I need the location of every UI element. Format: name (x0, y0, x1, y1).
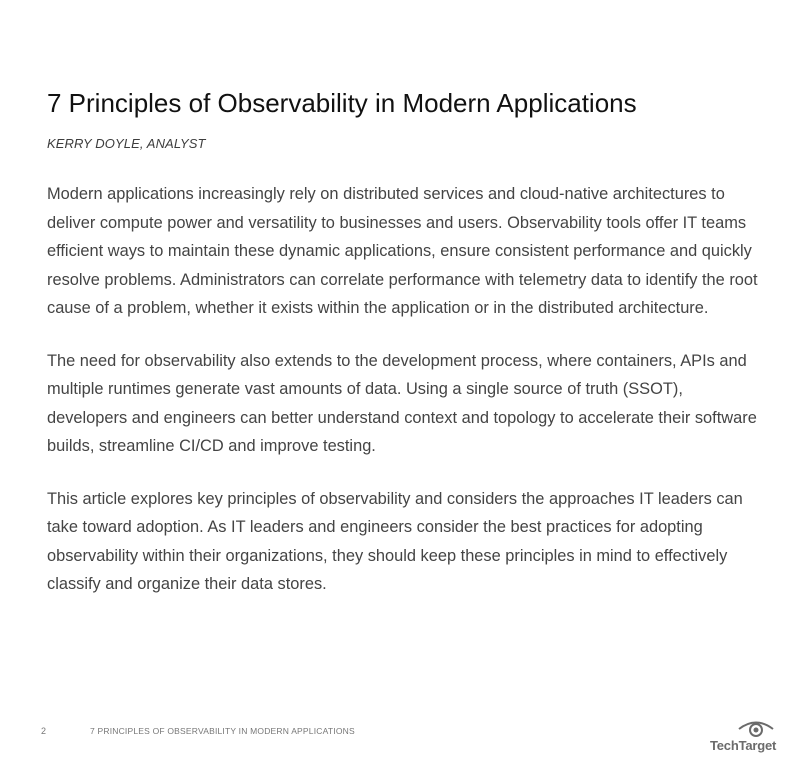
running-title: 7 PRINCIPLES OF OBSERVABILITY IN MODERN APPLICATIONS (90, 726, 355, 736)
paragraph-1: Modern applications increasingly rely on distributed services and cloud-native architectures to deliver compute power and versatility to businesses and users. Observability tools offer IT teams efficient ways to maintain these dynamic applications, ensure consistent performance and quickly resolve problems. Administrators can correlate performance with telemetry data to identify the root cause of a problem, whether it exists within the application or in the distributed architecture. (47, 185, 758, 317)
eye-icon (736, 718, 776, 740)
paragraph-2: The need for observability also extends to the development process, where containers, APIs and multiple runtimes generate vast amounts of data. Using a single source of truth (SSOT), developers and engineers can better understand context and topology to accelerate their software builds, streamline CI/CD and improve testing. (47, 351, 757, 455)
author-byline: KERRY DOYLE, ANALYST (47, 136, 206, 151)
brand-logo (706, 718, 786, 760)
brand-name: TechTarget (710, 738, 777, 753)
page-number: 2 (41, 726, 47, 736)
page-footer (0, 718, 811, 768)
paragraph-3: This article explores key principles of observability and considers the approaches IT leaders can take toward adoption. As IT leaders and engineers consider the best practices for adopting observability within their organizations, they should keep these principles in mind to effectively classify and organize their data stores. (47, 489, 743, 593)
page-title: 7 Principles of Observability in Modern Applications (47, 88, 637, 118)
article-body (47, 180, 759, 623)
